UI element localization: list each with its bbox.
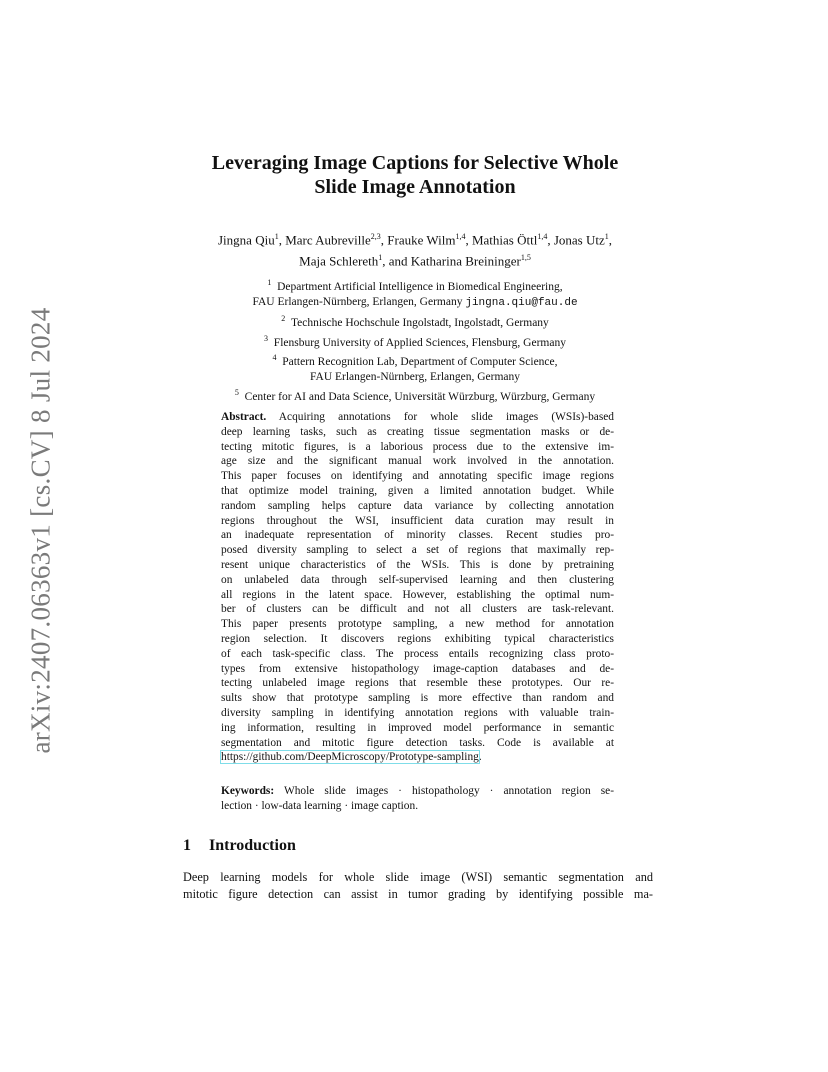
affiliation-mark: 4	[272, 353, 277, 363]
abstract-line: diversity sampling in identifying annotation regions with valuable train-	[221, 706, 614, 719]
keywords-heading: Keywords:	[221, 785, 275, 797]
author-name: Marc Aubreville	[285, 232, 371, 248]
author-separator: ,	[380, 232, 388, 248]
abstract-line: tecting mitotic figures, is a laborious process due to the extensive im-	[221, 440, 614, 453]
author-affiliation-mark: 1,4	[537, 232, 548, 241]
abstract	[221, 410, 614, 765]
body-text-line: Deep learning models for whole slide image (WSI) semantic segmentation and	[183, 870, 653, 884]
affiliations	[150, 275, 680, 405]
abstract-line: region selection. It discovers regions exhibiting typical characteristics	[221, 632, 614, 645]
affiliation-text: Center for AI and Data Science, Universität Würzburg, Würzburg, Germany	[244, 391, 596, 404]
abstract-line: ing information, resulting in improved model performance in semantic	[221, 721, 614, 734]
affiliation-text: FAU Erlangen-Nürnberg, Erlangen, Germany	[252, 295, 466, 308]
author-name: Mathias Öttl	[471, 232, 538, 248]
affiliation-text: Department Artificial Intelligence in Biomedical Engineering,	[277, 280, 563, 293]
author-separator: ,	[547, 232, 554, 248]
author-name: Maja Schlereth	[299, 253, 379, 269]
paper-title	[160, 151, 670, 199]
affiliation-mark: 3	[264, 333, 269, 343]
authors-line-2	[130, 249, 700, 270]
affiliation-mark: 1	[267, 278, 272, 287]
author-separator: ,	[465, 232, 472, 248]
body-text-line: mitotic figure detection can assist in tumor grading by identifying possible ma-	[183, 887, 653, 901]
keywords-line	[221, 784, 614, 799]
abstract-line: This paper focuses on identifying and annotating specific image regions	[221, 470, 614, 483]
affiliation-text: Technische Hochschule Ingolstadt, Ingolstadt, Germany	[290, 316, 549, 329]
title-line-2: Slide Image Annotation	[314, 176, 516, 198]
keywords	[221, 784, 614, 814]
author-affiliation-mark: 1	[274, 232, 279, 241]
abstract-line: posed diversity sampling to select a set of regions that maximally rep-	[221, 544, 614, 557]
affiliation-line	[150, 311, 680, 331]
abstract-line: tecting unlabeled image regions that resemble these prototypes. Our re-	[221, 677, 614, 690]
affiliation-line	[150, 350, 680, 370]
abstract-line: deep learning tasks, such as creating tissue segmentation masks or de-	[221, 425, 614, 438]
author-name: Katharina Breininger	[410, 253, 521, 269]
abstract-line: all regions in the latent space. However, establishing the optimal num-	[221, 588, 614, 601]
link-suffix: .	[478, 751, 482, 764]
author-affiliation-mark: 1,4	[455, 232, 466, 241]
abstract-line: segmentation and mitotic figure detection tasks. Code is available at	[221, 736, 614, 749]
abstract-line: of each task-specific class. The process entails recognizing class proto-	[221, 647, 614, 660]
affiliation-mark: 2	[281, 313, 286, 323]
affiliation-text: FAU Erlangen-Nürnberg, Erlangen, Germany	[309, 371, 521, 384]
author-affiliation-mark: 1	[378, 253, 383, 263]
arxiv-identifier: arXiv:2407.06363v1 [cs.CV] 8 Jul 2024	[25, 306, 56, 754]
affiliation-line	[150, 370, 680, 385]
abstract-text: Acquiring annotations for whole slide images (WSIs)-based	[278, 411, 615, 423]
keywords-line: lection · low-data learning · image caption.	[221, 800, 419, 812]
section-heading	[183, 836, 296, 856]
authors-line-1	[130, 228, 700, 249]
author-name: Frauke Wilm	[387, 232, 456, 248]
keywords-text: Whole slide images · histopathology · annotation region se-	[283, 785, 614, 797]
abstract-line: This paper presents prototype sampling, a new method for annotation	[221, 618, 614, 631]
abstract-line: ber of clusters can be difficult and not all clusters are task-relevant.	[221, 603, 614, 616]
code-repository-link[interactable]: https://github.com/DeepMicroscopy/Prototype-sampling	[221, 751, 479, 764]
affiliation-line	[150, 385, 680, 405]
affiliation-line	[150, 331, 680, 351]
affiliation-line	[150, 295, 680, 311]
abstract-line	[221, 750, 614, 765]
author-email: jingna.qiu@fau.de	[465, 296, 578, 309]
abstract-line: age size and the significant manual work involved in the annotation.	[221, 455, 614, 468]
author-affiliation-mark: 1,5	[520, 253, 531, 263]
abstract-line: types from extensive histopathology image-caption databases and de-	[221, 662, 614, 675]
abstract-line: on unlabeled data through self-supervised learning and then clustering	[221, 573, 614, 586]
affiliation-line	[150, 275, 680, 295]
affiliation-text: Pattern Recognition Lab, Department of Computer Science,	[282, 356, 558, 369]
author-name: Jonas Utz	[553, 232, 605, 248]
abstract-line: that optimize model training, given a limited annotation budget. While	[221, 484, 614, 497]
author-separator: ,	[278, 232, 286, 248]
abstract-line: resent unique characteristics of the WSIs. This is done by pretraining	[221, 558, 614, 571]
introduction-paragraph	[183, 869, 653, 903]
author-separator: ,	[608, 232, 612, 248]
abstract-line: sults show that prototype sampling is more effective than random and	[221, 692, 614, 705]
author-list	[130, 228, 700, 271]
abstract-line: regions throughout the WSI, insufficient data curation may result in	[221, 514, 614, 527]
section-title: Introduction	[209, 837, 296, 854]
affiliation-mark: 5	[234, 388, 239, 398]
title-line-1: Leveraging Image Captions for Selective Whole	[211, 152, 619, 174]
affiliation-text: Flensburg University of Applied Sciences, Flensburg, Germany	[273, 336, 566, 349]
section-number: 1	[183, 837, 191, 854]
abstract-heading: Abstract.	[221, 411, 267, 423]
abstract-line: random sampling helps capture data variance by collecting annotation	[221, 499, 614, 512]
author-affiliation-mark: 1	[604, 232, 609, 241]
abstract-line: an inadequate representation of minority classes. Recent studies pro-	[221, 529, 614, 542]
author-affiliation-mark: 2,3	[370, 232, 381, 241]
author-separator: , and	[382, 253, 411, 269]
arxiv-stamp	[22, 300, 60, 760]
author-name: Jingna Qiu	[218, 232, 275, 248]
abstract-line	[221, 410, 614, 425]
